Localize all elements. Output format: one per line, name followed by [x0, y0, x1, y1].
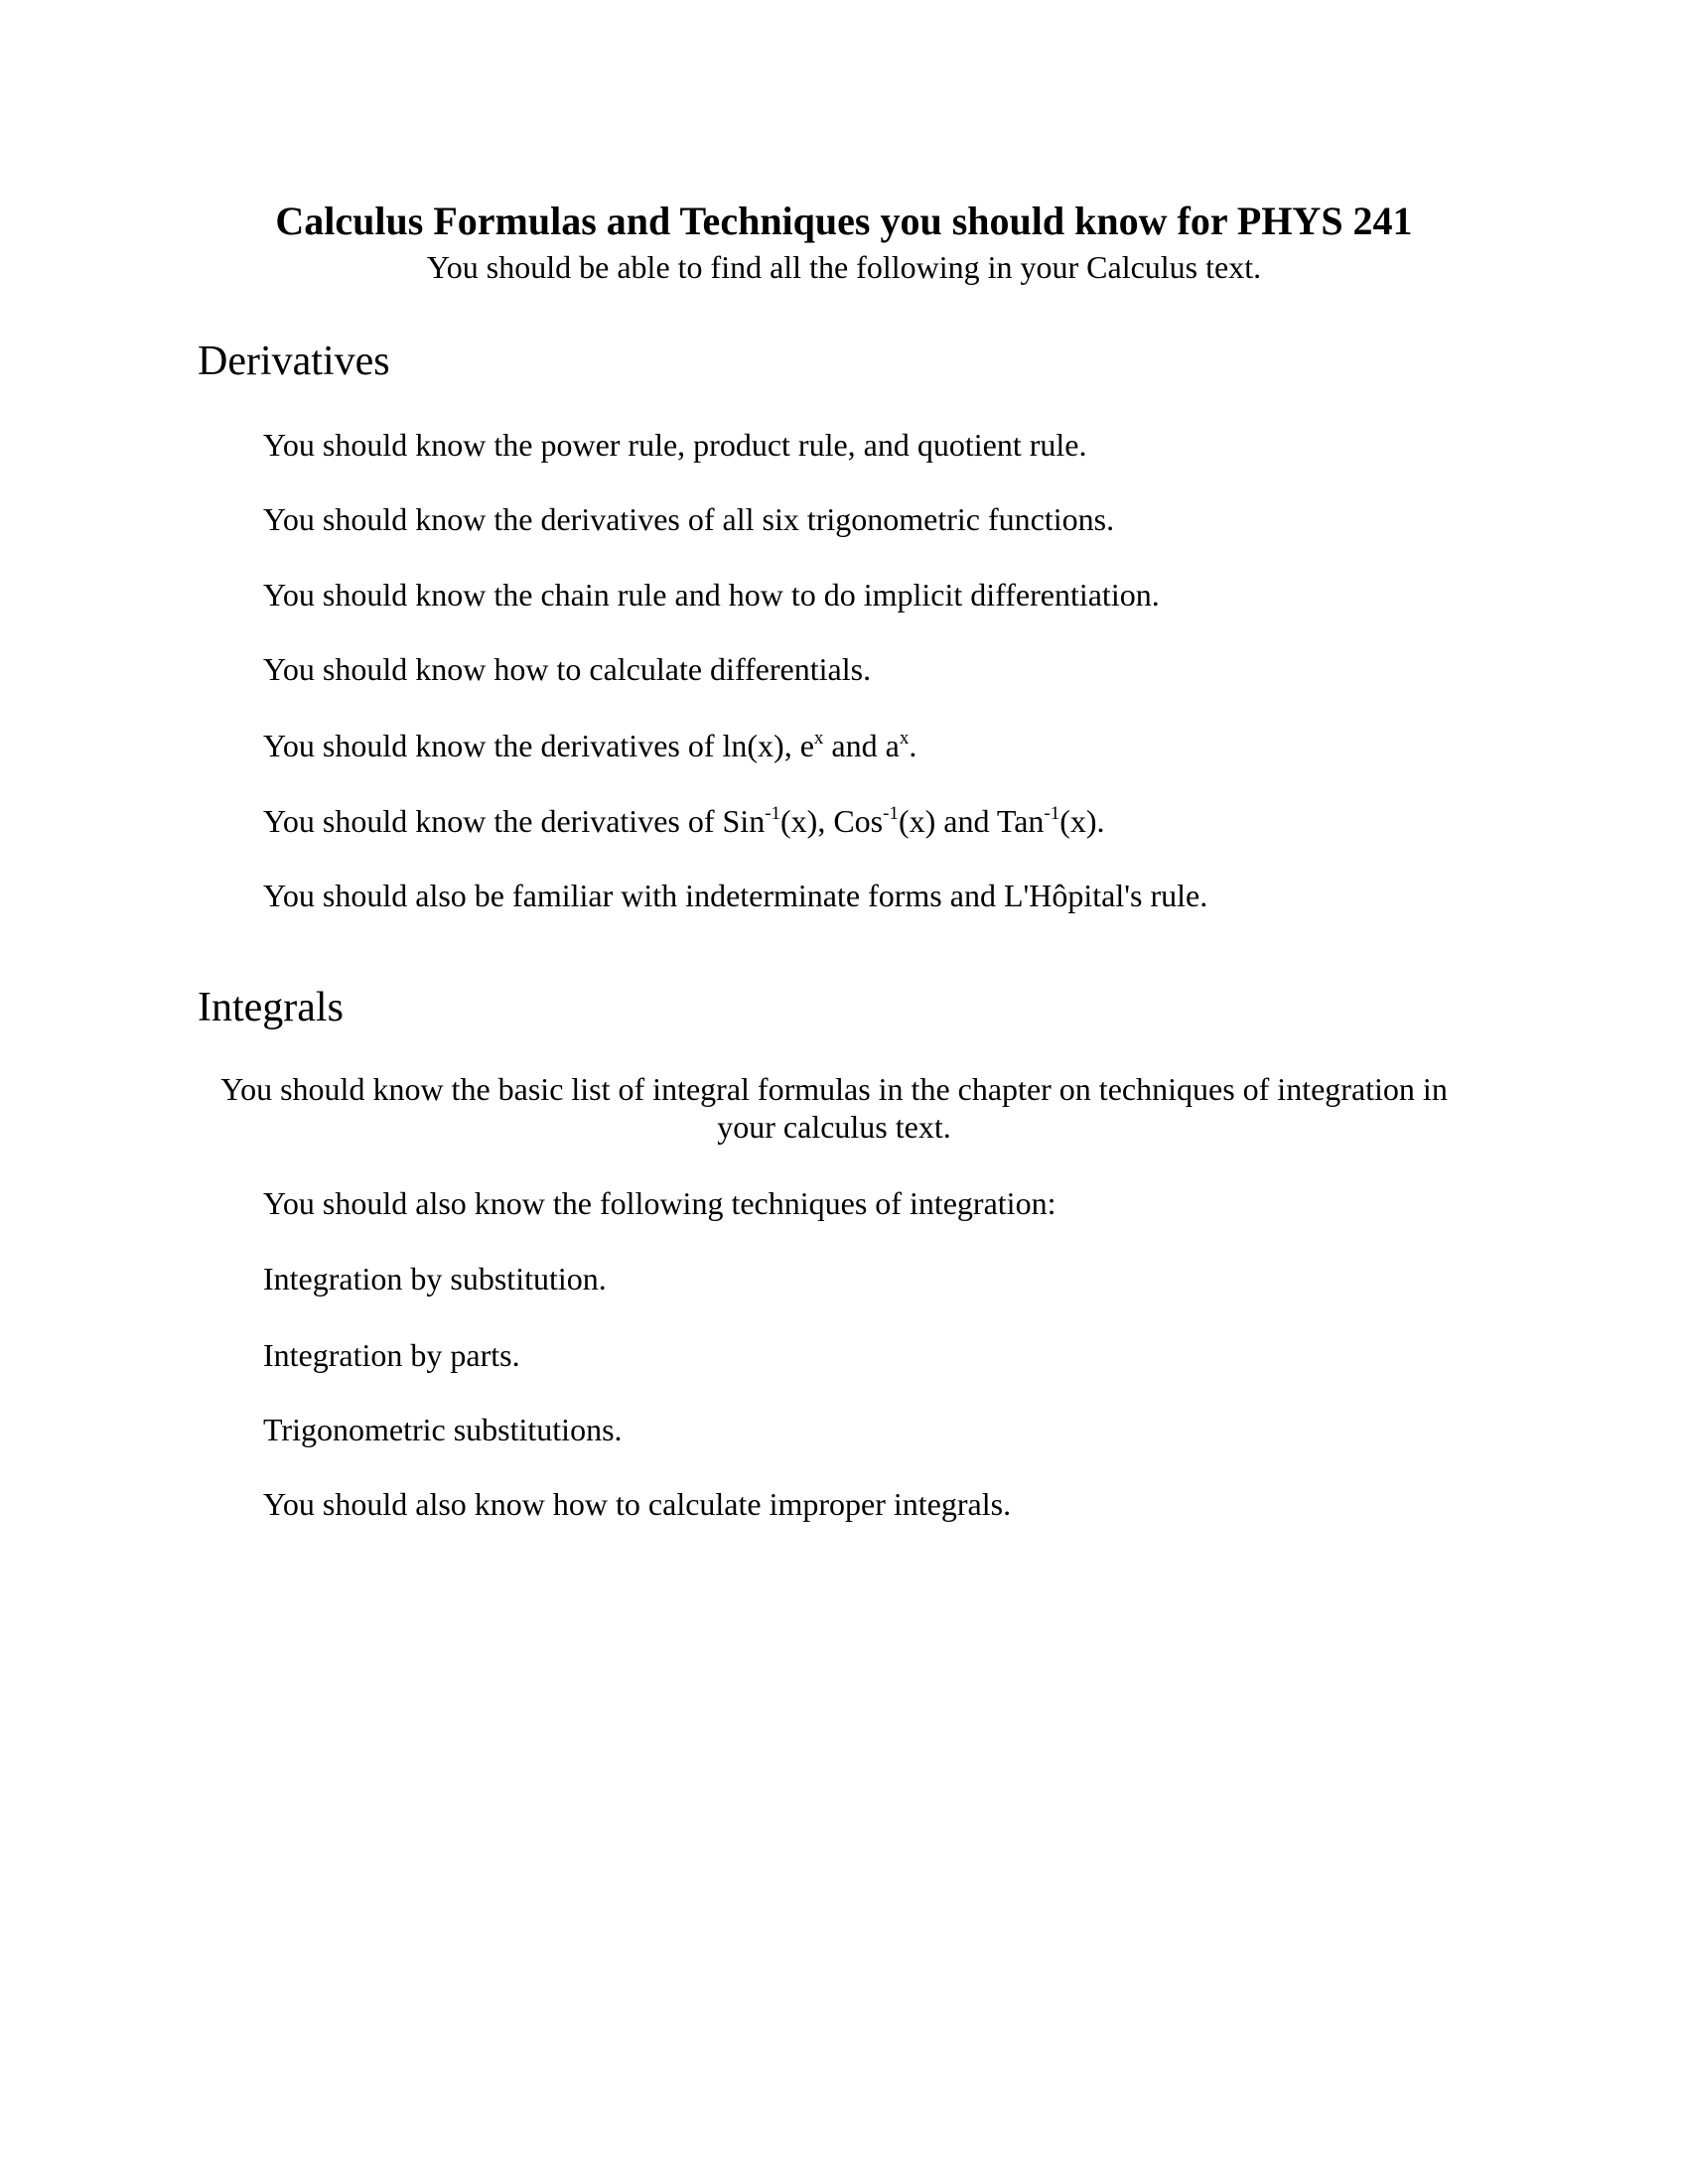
text-fragment: .	[909, 728, 917, 763]
text-fragment: (x) and Tan	[898, 803, 1045, 839]
text-fragment: and a	[823, 728, 900, 763]
text-fragment: (x).	[1059, 803, 1105, 839]
superscript: -1	[883, 803, 899, 824]
integrals-item: You should also know the following techniques of integration:	[263, 1185, 1056, 1221]
derivatives-item: You should know how to calculate differentials.	[263, 651, 872, 687]
superscript: x	[813, 728, 824, 749]
integrals-intro	[198, 1070, 1471, 1146]
section-heading-derivatives: Derivatives	[198, 339, 390, 384]
integrals-item: Trigonometric substitutions.	[263, 1412, 623, 1447]
superscript: -1	[1044, 803, 1060, 824]
integrals-item: Integration by parts.	[263, 1337, 520, 1373]
derivatives-item-exponential	[263, 730, 916, 761]
superscript: -1	[765, 803, 781, 824]
derivatives-item-inverse-trig	[263, 805, 1105, 837]
intro-line: You should know the basic list of integral formulas in the chapter on techniques of integration in	[220, 1071, 1448, 1107]
text-fragment: You should know the derivatives of Sin	[263, 803, 766, 839]
derivatives-item: You should know the chain rule and how to do implicit differentiation.	[263, 577, 1160, 613]
text-fragment: (x), Cos	[780, 803, 884, 839]
derivatives-item: You should know the derivatives of all six trigonometric functions.	[263, 501, 1115, 537]
page-title: Calculus Formulas and Techniques you should know for PHYS 241	[275, 199, 1413, 243]
intro-line: your calculus text.	[717, 1109, 951, 1145]
superscript: x	[899, 728, 910, 749]
page-subtitle: You should be able to find all the following in your Calculus text.	[426, 249, 1262, 285]
text-fragment: You should know the derivatives of ln(x), e	[263, 728, 814, 763]
derivatives-item: You should also be familiar with indeterminate forms and L'Hôpital's rule.	[263, 878, 1208, 913]
derivatives-item: You should know the power rule, product rule, and quotient rule.	[263, 427, 1087, 463]
integrals-item: You should also know how to calculate improper integrals.	[263, 1486, 1012, 1522]
integrals-item: Integration by substitution.	[263, 1261, 607, 1297]
section-heading-integrals: Integrals	[198, 985, 344, 1030]
